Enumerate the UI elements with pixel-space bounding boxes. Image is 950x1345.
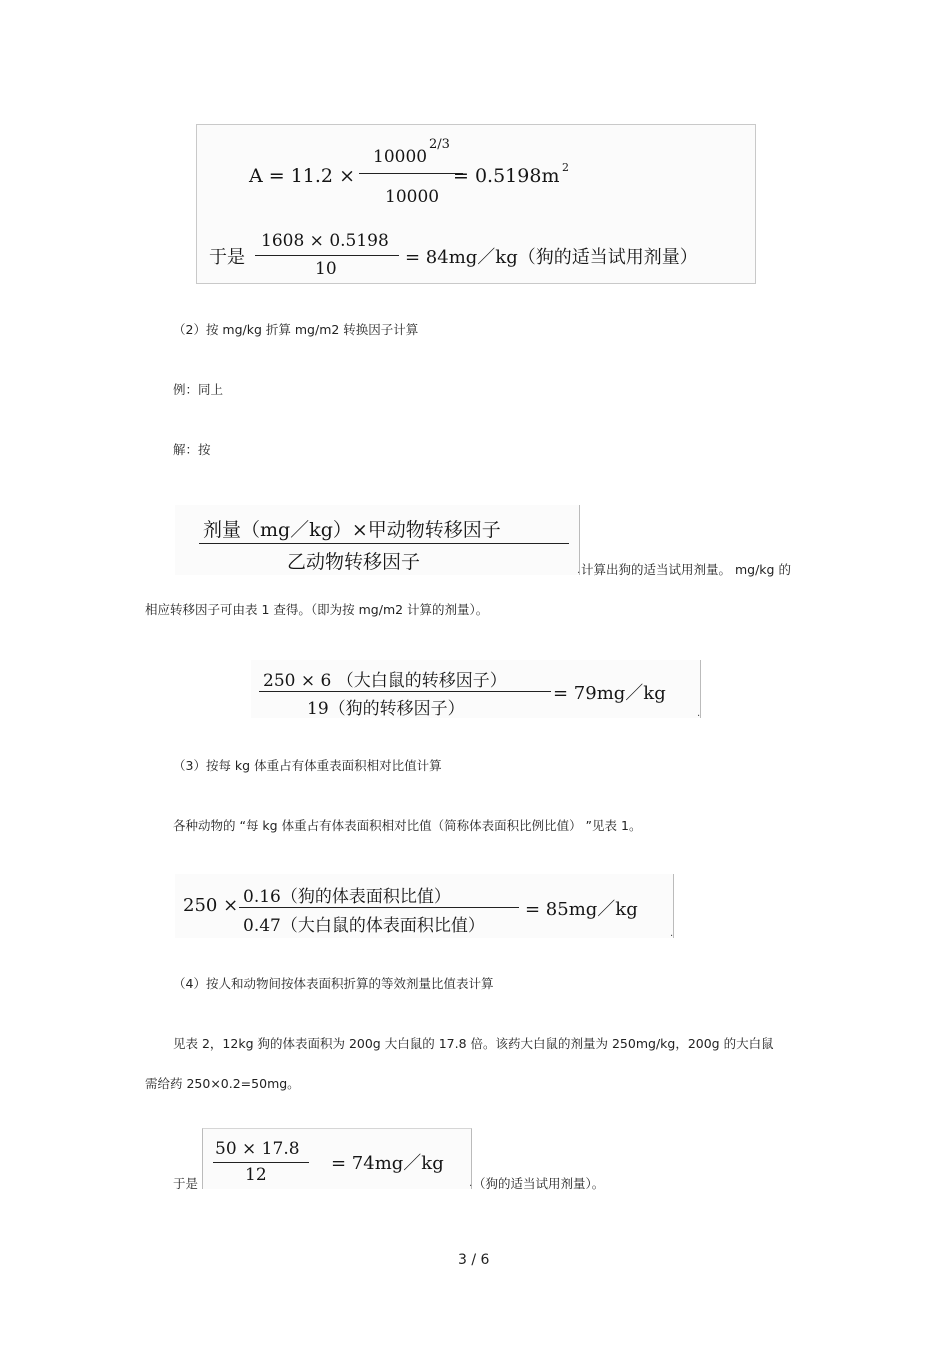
equation-image-surface-area	[196, 124, 756, 284]
eq4-result: = 85mg／kg	[525, 899, 638, 920]
equation-image-rat-to-dog	[251, 660, 701, 718]
eq1-lhs: A = 11.2 ×	[249, 165, 355, 187]
eq5-denominator: 12	[245, 1165, 267, 1185]
equation-image-dog-dose	[202, 1128, 472, 1189]
eq3-trailing-mark: .	[697, 708, 701, 719]
conclusion-suffix: （狗的适当试用剂量）。	[473, 1176, 605, 1191]
equation-image-surface-ratio	[175, 874, 674, 938]
eq4-fraction-bar	[239, 907, 519, 908]
eq3-numerator: 250 × 6 （大白鼠的转移因子）	[263, 671, 507, 691]
eq5-trailing-mark: .	[469, 1178, 473, 1189]
eq4-denominator: 0.47（大白鼠的体表面积比值）	[243, 916, 485, 936]
eq1-line2-denominator: 10	[315, 259, 337, 279]
eq5-fraction-bar	[213, 1162, 309, 1163]
paragraph-2-line-1: 计算出狗的适当试用剂量。 mg/kg 的	[581, 562, 791, 577]
eq1-fraction-bar	[359, 173, 463, 174]
section-4-line-2: 需给药 250×0.2=50mg。	[145, 1076, 300, 1091]
eq2-denominator: 乙动物转移因子	[287, 551, 421, 573]
eq1-line2-result: = 84mg／kg（狗的适当试用剂量）	[405, 247, 698, 268]
example-line: 例：同上	[173, 382, 224, 397]
eq1-numerator: 10000	[373, 147, 428, 167]
paragraph-2-line-2: 相应转移因子可由表 1 查得。（即为按 mg/m2 计算的剂量）。	[145, 602, 489, 617]
eq5-result: = 74mg／kg	[331, 1153, 444, 1174]
eq3-result: = 79mg／kg	[553, 683, 666, 704]
section-2-heading: （2）按 mg/kg 折算 mg/m2 转换因子计算	[173, 322, 419, 337]
eq4-trailing-mark: .	[670, 928, 674, 939]
section-4-line-1: 见表 2，12kg 狗的体表面积为 200g 大白鼠的 17.8 倍。该药大白鼠的剂量为 250mg/kg，200g 的大白鼠	[173, 1036, 774, 1051]
eq2-fraction-bar	[199, 543, 569, 544]
eq3-fraction-bar	[259, 691, 551, 692]
eq4-lhs: 250 ×	[183, 895, 239, 916]
eq1-exponent: 2/3	[429, 137, 450, 152]
equation-image-transfer-factor	[175, 505, 580, 575]
section-3-heading: （3）按每 kg 体重占有体重表面积相对比值计算	[173, 758, 442, 773]
section-3-text: 各种动物的 “每 kg 体重占有体表面积相对比值（简称体表面积比例比值） ”见表 1。	[173, 818, 642, 833]
eq1-line2-prefix: 于是	[209, 247, 245, 268]
eq3-denominator: 19（狗的转移因子）	[307, 699, 465, 718]
page-number: 3 / 6	[458, 1252, 490, 1268]
eq4-numerator: 0.16（狗的体表面积比值）	[243, 887, 451, 907]
eq1-result: = 0.5198m	[453, 165, 560, 187]
eq5-numerator: 50 × 17.8	[215, 1139, 300, 1159]
eq1-denominator: 10000	[385, 187, 440, 207]
eq1-result-superscript: 2	[562, 161, 569, 174]
solution-line: 解：按	[173, 442, 211, 457]
eq1-line2-numerator: 1608 × 0.5198	[261, 231, 389, 251]
conclusion-prefix: 于是	[173, 1176, 199, 1191]
eq1-line2-fraction-bar	[255, 255, 399, 256]
eq2-numerator: 剂量（mg／kg）×甲动物转移因子	[203, 519, 501, 541]
section-4-heading: （4）按人和动物间按体表面积折算的等效剂量比值表计算	[173, 976, 494, 991]
eq2-trailing-mark: .	[577, 565, 581, 576]
